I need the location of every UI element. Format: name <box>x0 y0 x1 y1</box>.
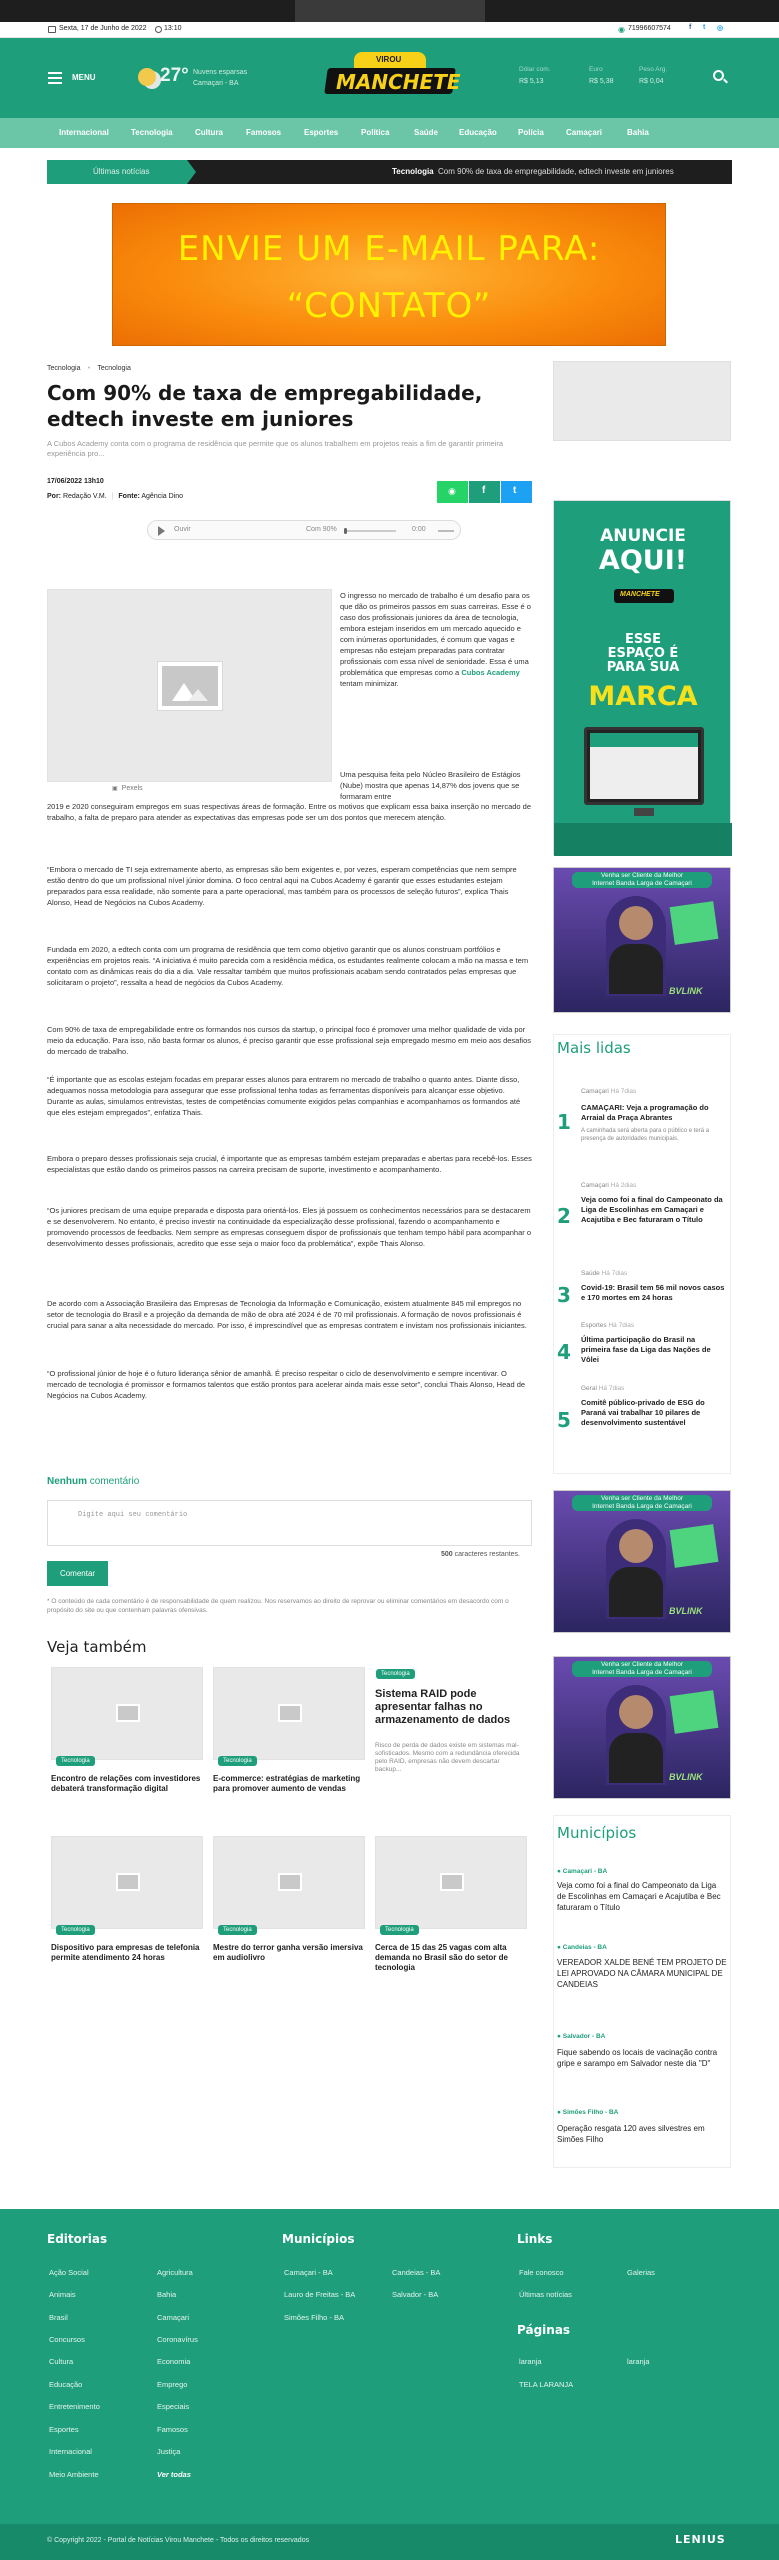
footer-link[interactable]: Educação <box>49 2380 83 2389</box>
footer-link[interactable]: Bahia <box>157 2290 177 2299</box>
image-placeholder-icon <box>278 1873 302 1891</box>
paragraph-text: tentam minimizar. <box>340 679 399 688</box>
category: Geral <box>581 1385 597 1392</box>
card-title-featured[interactable]: Sistema RAID pode apresentar falhas no armazenamento de dados <box>375 1688 511 1726</box>
municipio-category <box>557 2033 605 2040</box>
promo-line: Venha ser Cliente da Melhor <box>600 1661 684 1668</box>
image-caption-text: Pexels <box>121 785 143 792</box>
nav-item-internacional[interactable]: Internacional <box>59 128 109 137</box>
info-bar <box>0 22 779 38</box>
sidebar-promo[interactable] <box>553 1490 731 1633</box>
article-paragraph: “Os juniores precisam de uma equipe preparada e disposta para orientá-los. Eles já possuem os conhecimentos necessários para se destacarem e se desenvolverem. No entanto, é preciso investir na continuidade da especialização desse profissional, fazendo o acompanhamento e promovendo processos de feedbacks. Nem sempre as empresas conseguem dispor de profissionais que tenham tempo hábil para acompanhar o desenvolvimento desses profissionais, acredito que esse seja o maior foco da problemática”, expõe Thais Alonso. <box>47 1206 532 1248</box>
footer-link[interactable]: Brasil <box>49 2313 68 2322</box>
ad-line: ANUNCIE <box>600 526 686 546</box>
ad-sub <box>554 633 732 675</box>
article-image <box>47 589 332 782</box>
location-pin-icon: ● <box>557 1944 561 1951</box>
municipio-name[interactable]: Simões Filho - BA <box>562 2109 619 2116</box>
nav-item-famosos[interactable]: Famosos <box>246 128 282 137</box>
promo-line: Internet Banda Larga de Camaçari <box>592 1669 692 1676</box>
ad-line: ESPAÇO É <box>607 646 679 661</box>
time-ago: Há 7dias <box>608 1322 635 1329</box>
card-tag[interactable]: Tecnologia <box>376 1669 415 1679</box>
audio-progress[interactable] <box>344 530 396 532</box>
time-ago: Há 2dias <box>610 1182 637 1189</box>
location-pin-icon: ● <box>557 2109 561 2116</box>
source-name: Agência Dino <box>141 493 183 500</box>
card-tag[interactable]: Tecnologia <box>56 1925 95 1935</box>
footer-link[interactable]: TELA LARANJA <box>519 2380 574 2389</box>
footer-link[interactable]: Agricultura <box>157 2268 193 2277</box>
calendar-icon <box>48 26 56 33</box>
current-time: 13:10 <box>164 25 182 32</box>
footer-municipios-title: Municípios <box>282 2232 355 2246</box>
audio-title: Com 90% <box>306 526 337 533</box>
source-label: Fonte: <box>118 493 140 500</box>
weather-city: Camaçari - BA <box>193 80 239 87</box>
share-whatsapp-button[interactable] <box>437 481 468 503</box>
article-paragraph-wrap-top: Uma pesquisa feita pelo Núcleo Brasileiro de Estágios (Nube) mostra que apenas 14,87% dos jovens que se formaram entre <box>340 770 521 801</box>
promo-header <box>572 872 712 888</box>
promo-header <box>572 1661 712 1677</box>
promo-line: Internet Banda Larga de Camaçari <box>592 880 692 887</box>
promo-sign <box>670 901 719 945</box>
current-date: Sexta, 17 de Junho de 2022 <box>59 25 147 32</box>
search-icon[interactable] <box>713 70 724 81</box>
promo-line: Venha ser Cliente da Melhor <box>600 872 684 879</box>
developer-credit-logo[interactable]: LENIUS <box>675 2533 726 2546</box>
ticker-next[interactable]: Câma <box>747 167 769 176</box>
article-paragraph: Embora o preparo desses profissionais seja crucial, é importante que as empresas também estejam preparadas e abertas para recebê-los. Esses especialistas que estão dando os primeiros passos na carreira precisam de suporte, investimento e acompanhamento. <box>47 1154 532 1174</box>
promo-sign <box>670 1690 719 1734</box>
twitter-icon: t <box>513 485 517 496</box>
most-read-title[interactable]: CAMAÇARI: Veja a programação do Arraial da Praça Abrantes <box>581 1103 709 1122</box>
footer-see-all-link[interactable]: Ver todas <box>157 2470 191 2479</box>
article-paragraph: “O profissional júnior de hoje é o futuro liderança sênior de amanhã. É preciso respeitar o ciclo de desenvolvimento e sempre incentivar. O mercado de tecnologia é promissor e formamos talentos que estão prontos para acelerar ainda mais esse setor”, conclui Thais Alonso, Head de Negócios na Cubos Academy. <box>47 1369 526 1400</box>
whatsapp-icon[interactable]: ◉ <box>618 25 625 34</box>
category: Saúde <box>581 1270 600 1277</box>
comment-placeholder: Digite aqui seu comentário <box>78 1511 188 1519</box>
footer-link[interactable]: Camaçari <box>157 2313 190 2322</box>
menu-icon[interactable] <box>48 72 62 84</box>
temperature: 27° <box>160 65 189 86</box>
nav-item-educacao[interactable]: Educação <box>459 128 497 137</box>
volume-slider[interactable] <box>438 530 454 532</box>
footer-link[interactable]: laranja <box>627 2357 650 2366</box>
image-placeholder-icon <box>158 662 222 710</box>
article-paragraph: De acordo com a Associação Brasileira das Empresas de Tecnologia da Informação e Comunicação, existem atualmente 845 mil empregos no setor de tecnologia do Brasil e a projeção da demanda de mão de obra até 2024 é de 70 mil profissionais. A formação de novos profissionais é crucial para sanar a alta necessidade do mercado. Por isso, é imprescindível que as empresas contratem e invistam nos profissionais iniciantes. <box>47 1299 527 1330</box>
nav-item-policia[interactable]: Polícia <box>518 128 544 137</box>
municipio-category <box>557 2109 618 2116</box>
copyright-bar <box>0 2524 779 2560</box>
image-placeholder-icon <box>116 1873 140 1891</box>
footer-editorias-title: Editorias <box>47 2232 108 2246</box>
image-placeholder-icon <box>278 1704 302 1722</box>
news-ticker <box>47 160 769 184</box>
ad-line: AQUI! <box>598 545 688 576</box>
comment-label: comentário <box>89 1476 140 1487</box>
card-tag[interactable]: Tecnologia <box>56 1756 95 1766</box>
top-strip-center <box>295 0 485 22</box>
category: Camaçari <box>581 1182 609 1189</box>
most-read-title[interactable]: Covid-19: Brasil tem 56 mil novos casos e 170 mortes em 24 horas <box>581 1283 725 1302</box>
ticker-category: Tecnologia <box>392 167 434 176</box>
most-read-desc: A caminhada será aberta para o público e terá a presença de autoridades municipais. <box>581 1128 710 1142</box>
mais-lidas-title: Mais lidas <box>557 1039 631 1057</box>
currency-value: R$ 5,13 <box>519 78 544 85</box>
footer-link[interactable]: Ação Social <box>49 2268 89 2277</box>
nav-item-bahia[interactable]: Bahia <box>627 128 649 137</box>
article-paragraph: Fundada em 2020, a edtech conta com um programa de residência que tem como objetivo garantir que os alunos construam portfólios e experiências em projetos reais. “A iniciativa é muito parecida com a residência médica, os estudantes realmente colocam a mão na massa e tem contato com as dinâmicas reais do dia a dia. Vale ressaltar também que muitos profissionais acabam sendo contratados pelas empresas que solicitaram o projeto”, ressalta a head de negócios da Cubos Academy. <box>47 945 529 987</box>
footer-link[interactable]: Esportes <box>49 2425 79 2434</box>
footer-link[interactable]: laranja <box>519 2357 542 2366</box>
comment-disclaimer: * O conteúdo de cada comentário é de responsabilidade de quem realizou. Nos reservamos ao direito de reprovar ou eliminar comentários em desacordo com o propósito do site ou que contenham palavras ofensivas. <box>47 1598 509 1614</box>
time-ago: Há 7dias <box>598 1385 625 1392</box>
ticker-label: Últimas notícias <box>47 160 187 184</box>
card-tag[interactable]: Tecnologia <box>380 1925 419 1935</box>
ad-logo-text: MANCHETE <box>620 591 660 598</box>
promo-sign <box>670 1524 719 1568</box>
card-image[interactable] <box>375 1836 527 1929</box>
paragraph-text: O ingresso no mercado de trabalho é um desafio para os que dão os primeiros passos em suas carreiras. Esse é o caso dos profissionais juniores da área de tecnologia, embora estejam inseridos em um mercado aquecido e com inúmeras oportunidades, é comum que vagas e empresas não estejam preparadas para contratar profissionais com essa nível de senioridade. Essa é uma problemática que empresas como a <box>340 591 531 677</box>
card-title[interactable]: E-commerce: estratégias de marketing para promover aumento de vendas <box>213 1774 361 1793</box>
audio-time: 0:00 <box>412 526 426 533</box>
card-description: Risco de perda de dados existe em sistemas mal-sofisticados. Mesmo com a redundância oferecida pelo RAID, empresas não devem descartar backup... <box>375 1742 520 1773</box>
card-image[interactable] <box>51 1667 203 1760</box>
char-counter <box>441 1551 520 1558</box>
audio-player <box>147 520 461 540</box>
promo-line: Internet Banda Larga de Camaçari <box>592 1503 692 1510</box>
most-read-category <box>581 1182 636 1189</box>
footer-paginas-title: Páginas <box>517 2323 571 2337</box>
promo-person-image <box>606 1519 666 1619</box>
share-twitter-button[interactable] <box>501 481 532 503</box>
category-nav <box>0 118 779 148</box>
nav-item-tecnologia[interactable]: Tecnologia <box>131 128 173 137</box>
municipio-headline[interactable]: Operação resgata 120 aves silvestres em Simões Filho <box>557 2124 705 2144</box>
location-pin-icon: ● <box>557 2033 561 2040</box>
clock-icon <box>155 26 162 33</box>
footer-link[interactable]: Galerias <box>627 2268 655 2277</box>
article-title: Com 90% de taxa de empregabilidade, edtech investe em juniores <box>47 381 483 431</box>
card-title[interactable]: Cerca de 15 das 25 vagas com alta demanda no Brasil são do setor de tecnologia <box>375 1943 508 1972</box>
see-also-title: Veja também <box>47 1638 147 1656</box>
article-paragraph: “É importante que as escolas estejam focadas em preparar esses alunos para entrarem no mercado de trabalho o quanto antes. Diante disso, adequamos nossa metodologia para assegurar que esse profissional tenha todas as ferramentas disponíveis para alcançar esse objetivo. Durante as aulas, simulamos entrevistas, testes de competências comumente exigidos pelas companhias e acompanhamos os formandos até que eles estejam empregados”, enfatiza Thais. <box>47 1075 521 1117</box>
most-read-category <box>581 1385 624 1392</box>
copyright-text: © Copyright 2022 - Portal de Notícias Virou Manchete - Todos os direitos reservados <box>47 2537 310 2544</box>
currency-value: R$ 0,04 <box>639 78 664 85</box>
footer-link[interactable]: Concursos <box>49 2335 85 2344</box>
play-icon[interactable] <box>158 526 165 536</box>
rank-number: 4 <box>557 1340 571 1364</box>
footer-link[interactable]: Candeias - BA <box>392 2268 441 2277</box>
municipios-title: Municípios <box>557 1824 637 1842</box>
ad-line: MARCA <box>588 681 698 712</box>
weather-cloud-icon <box>138 68 156 86</box>
footer-link[interactable]: Camaçari - BA <box>284 2268 333 2277</box>
promo-brand: BVLINK <box>669 1606 703 1616</box>
card-image[interactable] <box>213 1836 365 1929</box>
footer-link[interactable]: Lauro de Freitas - BA <box>284 2290 356 2299</box>
banner-line-1: ENVIE UM E-MAIL PARA: <box>177 229 601 269</box>
municipio-headline[interactable]: Fique sabendo os locais de vacinação contra gripe e sarampo em Salvador neste dia "D" <box>557 2048 718 2068</box>
footer-link[interactable]: Emprego <box>157 2380 188 2389</box>
municipio-headline[interactable]: VEREADOR XALDE BENÉ TEM PROJETO DE LEI APROVADO NA CÂMARA MUNICIPAL DE CANDEIAS <box>557 1958 727 1989</box>
most-read-title[interactable]: Comitê público-privado de ESG do Paraná vai trabalhar 10 pilares de desenvolvimento sustentável <box>581 1398 705 1427</box>
author-name: Redação V.M. <box>62 493 107 500</box>
footer-link[interactable]: Justiça <box>157 2447 181 2456</box>
rank-number: 2 <box>557 1204 571 1228</box>
nav-item-camacari[interactable]: Camaçari <box>566 128 603 137</box>
currency-label: Dólar com. <box>519 66 551 73</box>
promo-header <box>572 1495 712 1511</box>
nav-item-politica[interactable]: Política <box>361 128 390 137</box>
ad-logo <box>614 589 674 603</box>
ad-line: ESSE <box>625 632 661 647</box>
footer-link[interactable]: Internacional <box>49 2447 92 2456</box>
promo-person-image <box>606 1685 666 1785</box>
municipio-name[interactable]: Candeias - BA <box>562 1944 607 1951</box>
breadcrumb-subcategory[interactable]: Tecnologia <box>97 365 131 372</box>
footer-link[interactable]: Meio Ambiente <box>49 2470 99 2479</box>
footer-link[interactable]: Entretenimento <box>49 2402 100 2411</box>
municipio-headline[interactable]: Veja como foi a final do Campeonato da Liga de Escolinhas em Camaçari e Acajutiba e Bec faturaram o Título <box>557 1881 721 1912</box>
comment-textarea[interactable] <box>47 1500 532 1546</box>
footer-link[interactable]: Coronavírus <box>157 2335 198 2344</box>
nav-item-cultura[interactable]: Cultura <box>195 128 223 137</box>
card-title[interactable]: Dispositivo para empresas de telefonia permite atendimento 24 horas <box>51 1943 200 1962</box>
municipio-category <box>557 1944 607 1951</box>
sidebar-ad-anuncie[interactable] <box>553 500 731 855</box>
municipio-name[interactable]: Salvador - BA <box>562 2033 606 2040</box>
image-placeholder-icon <box>116 1704 140 1722</box>
most-read-category <box>581 1088 636 1095</box>
promo-brand: BVLINK <box>669 986 703 996</box>
article-paragraph: Com 90% de taxa de empregabilidade entre os formandos nos cursos da startup, o principal foco é promover uma melhor qualidade de vida por meio da educação. Para isso, não basta formar os alunos, é preciso garantir que esse profissional seja empregado mesmo em meio aos desafios do mercado de trabalho. <box>47 1025 532 1056</box>
share-facebook-button[interactable] <box>469 481 500 503</box>
site-logo[interactable] <box>326 52 461 106</box>
image-caption <box>112 785 143 792</box>
audio-voice-label: Ouvir <box>174 526 191 533</box>
submit-comment-button[interactable]: Comentar <box>47 1561 108 1586</box>
municipio-name[interactable]: Camaçari - BA <box>562 1868 608 1875</box>
footer-link[interactable]: Fale conosco <box>519 2268 564 2277</box>
site-header <box>0 38 779 118</box>
article-paragraph <box>47 801 532 856</box>
whatsapp-icon: ◉ <box>448 486 456 496</box>
cubos-academy-link[interactable]: Cubos Academy <box>461 668 520 677</box>
municipio-category <box>557 1868 607 1875</box>
rank-number: 1 <box>557 1110 571 1134</box>
banner-line-2: “CONTATO” <box>286 286 492 326</box>
time-ago: Há 7dias <box>610 1088 637 1095</box>
instagram-icon[interactable]: ◎ <box>717 25 724 32</box>
footer-link[interactable]: Economia <box>157 2357 191 2366</box>
promo-brand: BVLINK <box>669 1772 703 1782</box>
comments-title <box>47 1476 139 1487</box>
footer-link[interactable]: Simões Filho - BA <box>284 2313 345 2322</box>
comment-count: Nenhum <box>47 1476 87 1487</box>
most-read-category <box>581 1270 627 1277</box>
category: Esportes <box>581 1322 607 1329</box>
author-label: Por: <box>47 493 61 500</box>
card-image[interactable] <box>213 1667 365 1760</box>
ticker-headline[interactable]: Com 90% de taxa de empregabilidade, edtech investe em juniores <box>438 167 674 176</box>
nav-item-esportes[interactable]: Esportes <box>304 128 339 137</box>
camera-icon: ▣ <box>112 786 118 792</box>
chars-remaining: 500 <box>441 1551 453 1558</box>
breadcrumb: Tecnologia • Tecnologia <box>47 365 131 372</box>
paragraph-text: 2019 e 2020 conseguiram empregos em suas respectivas áreas de formação. Entre os motivos que explicam essa baixa inserção no mercado de trabalho, a falta de preparo para atender as expectativas das empresas pode ser um dos pontos que merecem atenção. <box>47 802 532 822</box>
nav-item-saude[interactable]: Saúde <box>414 128 439 137</box>
chars-remaining-label: caracteres restantes. <box>454 1551 521 1558</box>
phone-number[interactable]: 71996607574 <box>628 25 671 32</box>
ticker-arrow <box>187 160 196 184</box>
logo-main-text: MANCHETE <box>336 70 461 94</box>
category: Camaçari <box>581 1088 609 1095</box>
menu-label[interactable]: MENU <box>72 73 96 82</box>
article-byline: Por: Redação V.M. | Fonte: Agência Dino <box>47 493 183 500</box>
most-read-category <box>581 1322 634 1329</box>
most-read-title[interactable]: Veja como foi a final do Campeonato da Liga de Escolinhas em Camaçari e Acajutiba e Bec faturaram o Título <box>581 1195 723 1224</box>
location-pin-icon: ● <box>557 1868 561 1875</box>
image-placeholder-icon <box>440 1873 464 1891</box>
article-paragraph <box>340 590 532 689</box>
currency-label: Euro <box>589 66 603 73</box>
facebook-icon: f <box>482 485 486 496</box>
time-ago: Há 7dias <box>601 1270 628 1277</box>
card-title[interactable]: Encontro de relações com investidores debaterá transformação digital <box>51 1774 201 1793</box>
ad-line: PARA SUA <box>606 660 680 675</box>
card-image[interactable] <box>51 1836 203 1929</box>
rank-number: 5 <box>557 1408 571 1432</box>
sidebar-ad-slot[interactable] <box>553 361 731 441</box>
site-footer <box>0 2209 779 2524</box>
breadcrumb-category[interactable]: Tecnologia <box>47 365 81 372</box>
currency-label: Peso Arg. <box>639 66 668 73</box>
footer-link[interactable]: Animais <box>49 2290 76 2299</box>
twitter-icon[interactable]: t <box>703 24 706 31</box>
footer-link[interactable]: Especiais <box>157 2402 190 2411</box>
currency-value: R$ 5,38 <box>589 78 614 85</box>
monitor-image <box>584 727 704 805</box>
article-date: 17/06/2022 13h10 <box>47 478 104 485</box>
weather-description: Nuvens esparsas <box>193 69 248 76</box>
top-strip <box>0 0 779 22</box>
footer-link[interactable]: Famosos <box>157 2425 188 2434</box>
article-subtitle: A Cubos Academy conta com o programa de residência que permite que os alunos trabalhem em projetos reais a fim de garantir primeira experiência pro... <box>47 439 504 458</box>
footer-link[interactable]: Últimas notícias <box>519 2290 572 2299</box>
footer-link[interactable]: Cultura <box>49 2357 74 2366</box>
logo-small-text: VIROU <box>376 55 402 64</box>
monitor-stand <box>634 808 654 816</box>
facebook-icon[interactable]: f <box>689 24 692 31</box>
card-tag[interactable]: Tecnologia <box>218 1925 257 1935</box>
card-tag[interactable]: Tecnologia <box>218 1756 257 1766</box>
most-read-title[interactable]: Última participação do Brasil na primeira fase da Liga das Nações de Vôlei <box>581 1335 711 1364</box>
sidebar-promo[interactable] <box>553 1656 731 1799</box>
sidebar-promo[interactable] <box>553 867 731 1013</box>
ad-banner[interactable] <box>112 203 666 346</box>
promo-line: Venha ser Cliente da Melhor <box>600 1495 684 1502</box>
footer-links-title: Links <box>517 2232 553 2246</box>
footer-link[interactable]: Salvador - BA <box>392 2290 439 2299</box>
rank-number: 3 <box>557 1283 571 1307</box>
promo-person-image <box>606 896 666 996</box>
currency-panel <box>519 66 679 96</box>
article-paragraph: “Embora o mercado de TI seja extremamente aberto, as empresas são bem exigentes e, por vezes, esperam competências que nem sempre estão dentro do que um profissional nível júnior domina. O foco central aqui na Cubos Academy é garantir que esses estudantes estejam preparados para essa realidade, não somente para a parte operacional, mas também para os processos de seleção futuros”, explica Thais Alonso, Head de Negócios na Cubos Academy. <box>47 865 517 907</box>
ad-footer <box>554 823 732 856</box>
card-title[interactable]: Mestre do terror ganha versão imersiva em audiolivro <box>213 1943 363 1962</box>
